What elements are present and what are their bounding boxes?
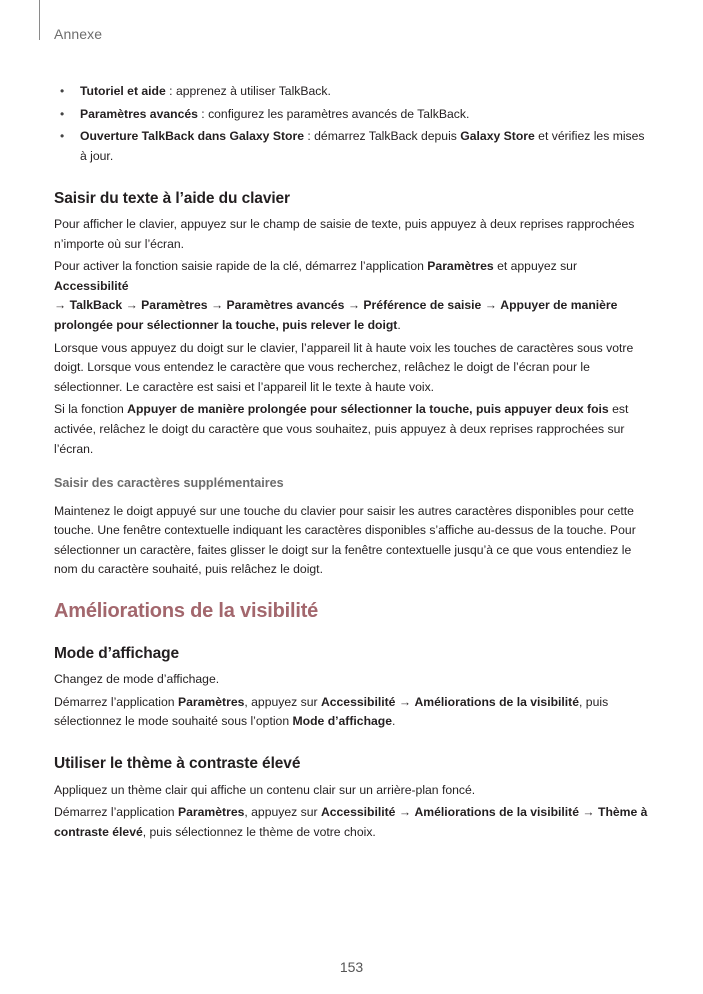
list-item [54,105,654,125]
arrow-icon: → [481,298,501,313]
text: et appuyez sur [493,259,578,274]
menu-path-settings: Paramètres [177,694,245,709]
high-contrast-paragraph-1: Appliquez un thème clair qui affiche un contenu clair sur un arrière-plan foncé. [54,782,476,797]
menu-path-talkback: TalkBack [69,298,123,313]
display-mode-paragraph-1: Changez de mode d’affichage. [54,672,220,687]
visibility-section-heading: Améliorations de la visibilité [54,600,319,623]
arrow-icon: → [395,805,415,820]
bullet-icon: • [60,129,65,144]
text: Pour activer la fonction saisie rapide de la clé, démarrez l’application [54,259,428,274]
option-description: : démarrez TalkBack depuis [304,129,461,144]
keyboard-paragraph-1: Pour afficher le clavier, appuyez sur le champ de saisie de texte, puis appuyez à deux reprises rapprochées n’importe où sur l’écran. [54,216,635,251]
arrow-icon: → [344,298,364,313]
text: . [392,714,396,729]
menu-path-long-press-option: Appuyer de manière prolongée pour sélectionner la touche, puis relever le doigt [54,298,618,332]
menu-path-visibility: Améliorations de la visibilité [414,805,580,820]
bullet-icon: • [60,106,65,121]
page-number: 153 [339,959,364,975]
display-mode-heading: Mode d’affichage [54,644,179,662]
arrow-icon: → [395,694,415,709]
option-description-end: et vérifiez les mises à jour. [80,129,645,163]
page-content [54,82,654,845]
list-item [54,127,654,166]
arrow-icon: → [579,805,598,820]
list-item [54,82,654,102]
high-contrast-heading: Utiliser le thème à contraste élevé [54,755,301,773]
menu-path-accessibility: Accessibilité [54,278,129,293]
menu-path-visibility: Améliorations de la visibilité [414,694,580,709]
menu-path-accessibility: Accessibilité [320,805,396,820]
menu-path-advanced: Paramètres avancés [226,298,345,313]
extra-chars-paragraph: Maintenez le doigt appuyé sur une touche du clavier pour saisir les autres caractères disponibles pour cette touche. Une fenêtre contextuelle indiquant les caractères disponibles s’affiche au-dessus de la touche. Pour sélectionner un caractère, faites glisser le doigt sur la fenêtre contextuelle jusqu’à ce que vous entendiez le nom du caractère souhaité, puis relâchez le doigt. [54,503,636,577]
option-description: : configurez les paramètres avancés de TalkBack. [197,106,470,121]
keyboard-paragraph-3: Lorsque vous appuyez du doigt sur le clavier, l’appareil lit à haute voix les touches de caractères sous votre doigt. Lorsque vous entendez le caractère que vous recherchez, relâchez le doigt de l’écran pour le sélectionner. Le caractère est saisi et l’appareil lit le texte à haute voix. [54,340,634,394]
text: est activée, relâchez le doigt du caractère que vous souhaitez, puis appuyez à deux reprises rapprochées sur l’écran. [54,402,629,456]
bullet-icon: • [60,84,65,98]
option-name: Mode d’affichage [292,714,393,729]
text: , appuyez sur [244,694,321,709]
menu-path-settings: Paramètres [427,259,494,274]
text: , puis sélectionnez le thème de votre choix. [142,824,376,839]
high-contrast-paragraph-2 [54,803,654,842]
text: Démarrez l’application [54,805,178,820]
extra-chars-heading: Saisir des caractères supplémentaires [54,476,284,491]
text: Si la fonction [54,402,128,417]
running-head: Annexe [54,26,103,42]
option-name: Paramètres avancés [80,106,198,121]
display-mode-paragraph-2 [54,693,654,732]
keyboard-section-heading: Saisir du texte à l’aide du clavier [54,190,290,208]
menu-path-input-preference: Préférence de saisie [363,298,482,313]
option-name: Tutoriel et aide [80,84,166,98]
option-description: : apprenez à utiliser TalkBack. [165,84,331,98]
arrow-icon: → [207,298,227,313]
text: , puis sélectionnez le mode souhaité sous l’option [54,694,609,729]
option-name: Appuyer de manière prolongée pour sélectionner la touche, puis appuyer deux fois [127,402,609,417]
menu-path-parametres: Paramètres [141,298,208,313]
header-rule [39,0,40,40]
app-name: Galaxy Store [460,129,535,144]
arrow-icon: → [122,298,142,313]
text: , appuyez sur [244,805,321,820]
menu-path-accessibility: Accessibilité [320,694,396,709]
text: . [397,317,401,332]
keyboard-paragraph-4 [54,400,654,459]
option-name: Ouverture TalkBack dans Galaxy Store [80,129,304,144]
menu-path-high-contrast-theme: Thème à contraste élevé [54,805,648,839]
text: Démarrez l’application [54,694,178,709]
talkback-options-list [54,82,654,166]
arrow-icon: → [54,298,70,313]
keyboard-paragraph-2 [54,257,654,335]
menu-path-settings: Paramètres [177,805,245,820]
